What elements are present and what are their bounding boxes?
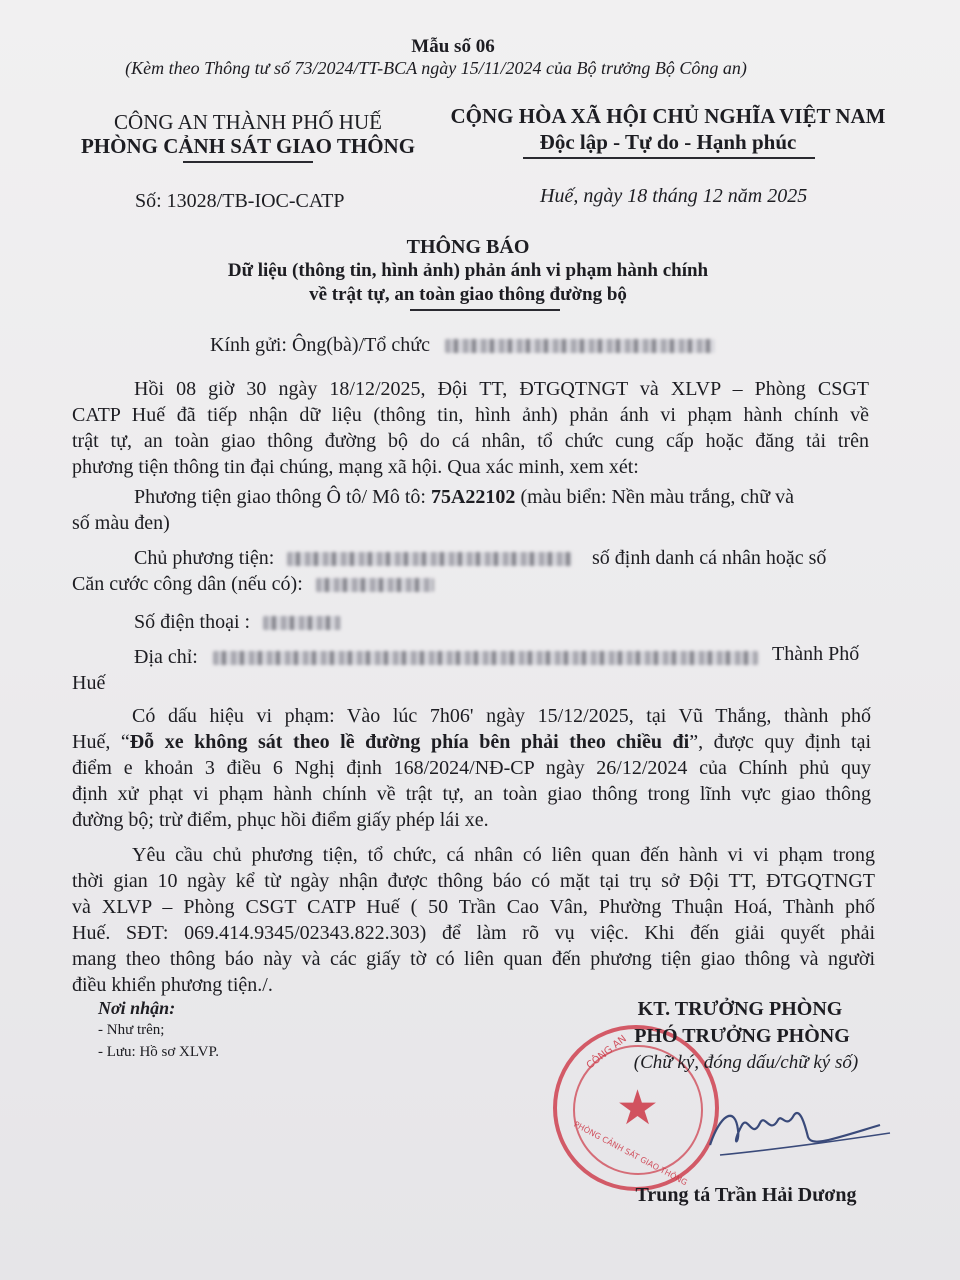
redacted-recipient <box>445 339 715 353</box>
violation-description: Đỗ xe không sát theo lề đường phía bên phải theo chiều đi <box>129 731 690 753</box>
recipients-item: - Như trên; <box>98 1022 165 1038</box>
doc-subtitle-2: về trật tự, an toàn giao thông đường bộ <box>309 284 627 305</box>
signature-title-1: KT. TRƯỞNG PHÒNG <box>637 998 843 1020</box>
address-city: Thành Phố <box>772 643 860 665</box>
redacted-phone <box>263 616 341 630</box>
violation-line: Có dấu hiệu vi phạm: Vào lúc 7h06' ngày 15/12/2025, tại Vũ Thắng, thành phố <box>132 705 871 727</box>
citizen-label: Căn cước công dân (nếu có): <box>72 573 303 595</box>
redacted-citizen-id <box>316 578 434 592</box>
phone-line <box>134 611 341 634</box>
violation-text: Huế, “ <box>72 731 130 753</box>
violation-line <box>72 729 871 755</box>
recipient-line <box>210 334 715 357</box>
agency-parent: CÔNG AN THÀNH PHỐ HUẾ <box>114 110 382 134</box>
address-label: Địa chỉ: <box>134 646 198 668</box>
form-reference: (Kèm theo Thông tư số 73/2024/TT-BCA ngày 15/11/2024 của Bộ trưởng Bộ Công an) <box>125 58 747 78</box>
doc-number: Số: 13028/TB-IOC-CATP <box>135 190 345 212</box>
intro-line: CATP Huế đã tiếp nhận dữ liệu (thông tin, hình ảnh) phản ánh vi phạm hành chính về <box>72 404 869 426</box>
signer-name: Trung tá Trần Hải Dương <box>635 1184 857 1206</box>
agency-underline <box>183 161 313 163</box>
recipient-label: Kính gửi: Ông(bà)/Tổ chức <box>210 334 430 356</box>
intro-line: trật tự, an toàn giao thông đường bộ do cá nhân, tổ chức cung cấp hoặc đăng tải trên <box>72 430 869 452</box>
owner-id-text: số định danh cá nhân hoặc số <box>592 547 827 569</box>
form-number: Mẫu số 06 <box>411 36 495 57</box>
vehicle-line <box>134 486 794 509</box>
phone-label: Số điện thoại : <box>134 611 251 633</box>
violation-line: định xử phạt vi phạm hành chính về trật tự, an toàn giao thông trong lĩnh vực giao thông <box>72 783 871 805</box>
address-line <box>134 646 758 669</box>
recipients-item: - Lưu: Hồ sơ XLVP. <box>98 1044 219 1060</box>
address-city-cont: Huế <box>72 672 106 694</box>
violation-text: ”, được quy định tại <box>689 731 871 753</box>
request-line: điều khiển phương tiện./. <box>72 974 273 996</box>
owner-line <box>134 547 572 570</box>
violation-paragraph <box>72 703 871 833</box>
violation-line: đường bộ; trừ điểm, phục hồi điểm giấy phép lái xe. <box>72 809 489 831</box>
signature-note: (Chữ ký, đóng dấu/chữ ký số) <box>633 1052 859 1073</box>
stamp-top-text: CÔNG AN <box>584 1033 629 1072</box>
motto: Độc lập - Tự do - Hạnh phúc <box>539 130 797 154</box>
redacted-address <box>213 651 758 665</box>
star-icon: ★ <box>616 1082 660 1135</box>
motto-underline <box>523 157 815 159</box>
request-line: Yêu cầu chủ phương tiện, tổ chức, cá nhân có liên quan đến hành vi vi phạm trong <box>132 844 875 866</box>
agency-name: PHÒNG CẢNH SÁT GIAO THÔNG <box>80 134 416 158</box>
citizen-line <box>72 573 434 596</box>
vehicle-plate: 75A22102 <box>430 486 516 508</box>
nation-title: CỘNG HÒA XÃ HỘI CHỦ NGHĨA VIỆT NAM <box>450 104 886 128</box>
title-underline <box>410 309 560 311</box>
owner-label: Chủ phương tiện: <box>134 547 275 569</box>
vehicle-label: Phương tiện giao thông Ô tô/ Mô tô: <box>134 486 426 508</box>
plate-color-cont: số màu đen) <box>72 512 170 534</box>
doc-title: THÔNG BÁO <box>406 236 530 258</box>
plate-color: (màu biển: Nền màu trắng, chữ và <box>520 486 794 508</box>
intro-line: Hồi 08 giờ 30 ngày 18/12/2025, Đội TT, ĐTGQTNGT và XLVP – Phòng CSGT <box>134 378 869 400</box>
request-line: Huế. SĐT: 069.414.9345/02343.822.303) để làm rõ vụ việc. Khi đến giải quyết phải <box>72 922 875 944</box>
request-paragraph <box>72 842 875 998</box>
recipients-title: Nơi nhận: <box>98 998 176 1018</box>
request-line: mang theo thông báo này và các giấy tờ có liên quan đến phương tiện giao thông và người <box>72 948 875 970</box>
violation-line: điểm e khoản 3 điều 6 Nghị định 168/2024/NĐ-CP ngày 26/12/2024 của Chính phủ quy <box>72 757 871 779</box>
intro-paragraph <box>72 376 869 480</box>
stamp-bottom-text: PHÒNG CẢNH SÁT GIAO THÔNG <box>572 1119 689 1188</box>
signature-scribble <box>690 1085 910 1175</box>
redacted-owner <box>287 552 572 566</box>
doc-subtitle-1: Dữ liệu (thông tin, hình ảnh) phản ánh vi phạm hành chính <box>227 260 709 281</box>
place-date: Huế, ngày 18 tháng 12 năm 2025 <box>540 185 808 207</box>
request-line: và XLVP – Phòng CSGT CATP Huế ( 50 Trần Cao Vân, Phường Thuận Hoá, Thành phố <box>72 896 875 918</box>
signature-title-2: PHÓ TRƯỞNG PHÒNG <box>634 1025 850 1047</box>
request-line: thời gian 10 ngày kể từ ngày nhận được thông báo có mặt tại trụ sở Đội TT, ĐTGQTNGT <box>72 870 875 892</box>
intro-line: phương tiện thông tin đại chúng, mạng xã hội. Qua xác minh, xem xét: <box>72 456 639 478</box>
